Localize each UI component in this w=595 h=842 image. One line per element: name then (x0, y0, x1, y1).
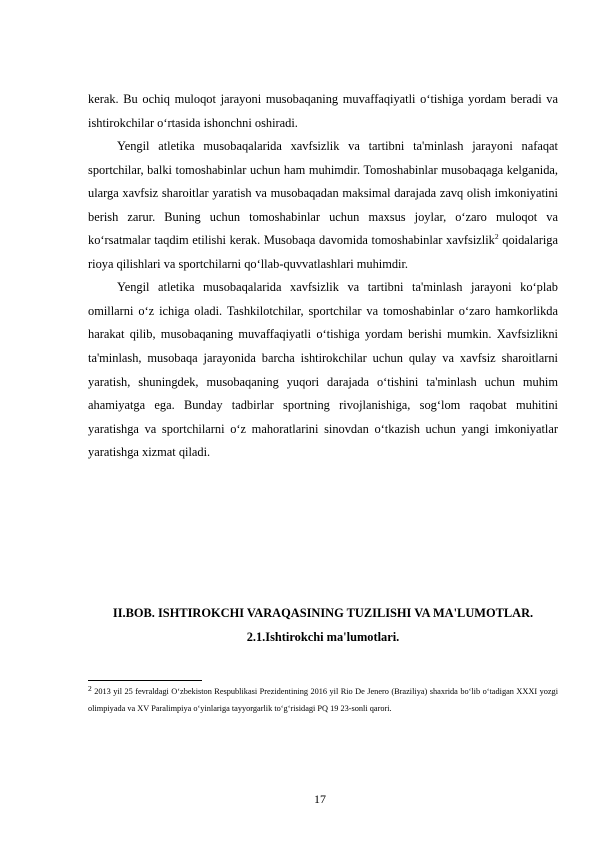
footnote-separator (88, 680, 202, 681)
paragraph-1: kerak. Bu ochiq muloqot jarayoni musobaqaning muvaffaqiyatli o‘tishiga yordam beradi va ishtirokchilar o‘rtasida ishonchni oshiradi. (88, 92, 558, 130)
section-heading: 2.1.Ishtirokchi ma'lumotlari. (246, 629, 400, 644)
footnote-number: 2 (88, 684, 92, 693)
footnote (88, 683, 558, 717)
chapter-heading: II.BOB. ISHTIROKCHI VARAQASINING TUZILISHI VA MA'LUMOTLAR. (112, 606, 534, 620)
paragraph-2-text-before: Yengil atletika musobaqalarida xavfsizlik va tartibni ta'minlash jarayoni nafaqat sportchilar, balki tomoshabinlar uchun ham muhimdir. Tomoshabinlar musobaqaga kelganida, ularga xavfsiz sharoitlar yaratish va musobaqadan maksimal darajada zavq olish imkoniyatini berish zarur. Buning uchun tomoshabinlar uchun maxsus joylar, o‘zaro muloqot va ko‘rsatmalar taqdim etilishi kerak. Musobaqa davomida tomoshabinlar xavfsizlik (88, 139, 558, 248)
body-text (88, 88, 558, 465)
footnote-text: 2013 yil 25 fevraldagi O‘zbekiston Respublikasi Prezidentining 2016 yil Rio De Jenero (Braziliya) shaxrida bo‘lib o‘tadigan XXXI yozgi olimpiyada va XV Paralimpiya o‘yinlariga tayyorgarlik to‘g‘risidagi PQ 19 23-sonli qarori. (88, 687, 558, 713)
paragraph-2-text-after: qoidalariga rioya qilishlari va sportchilarni qo‘llab-quvvatlashlari muhimdir. (88, 233, 558, 271)
page-number: 17 (314, 792, 326, 806)
paragraph-2 (88, 135, 558, 276)
footnote-reference[interactable]: 2 (494, 232, 499, 242)
paragraph-3: Yengil atletika musobaqalarida xavfsizlik va tartibni ta'minlash jarayoni ko‘plab omillarni o‘z ichiga oladi. Tashkilotchilar, sportchilar va tomoshabinlar o‘zaro hamkorlikda harakat qilib, musobaqaning muvaffaqiyatli o‘tishiga yordam berishi mumkin. Xavfsizlikni ta'minlash, musobaqa jarayonida barcha ishtirokchilar uchun qulay va xavfsiz sharoitlarni yaratish, shuningdek, musobaqaning yuqori darajada o‘tishini ta'minlash uchun muhim ahamiyatga ega. Bunday tadbirlar sportning rivojlanishiga, sog‘lom raqobat muhitini yaratishga va sportchilarni o‘z mahoratlarini sinovdan o‘tkazish uchun yangi imkoniyatlar yaratishga xizmat qiladi. (88, 280, 558, 460)
headings-block (88, 602, 558, 649)
